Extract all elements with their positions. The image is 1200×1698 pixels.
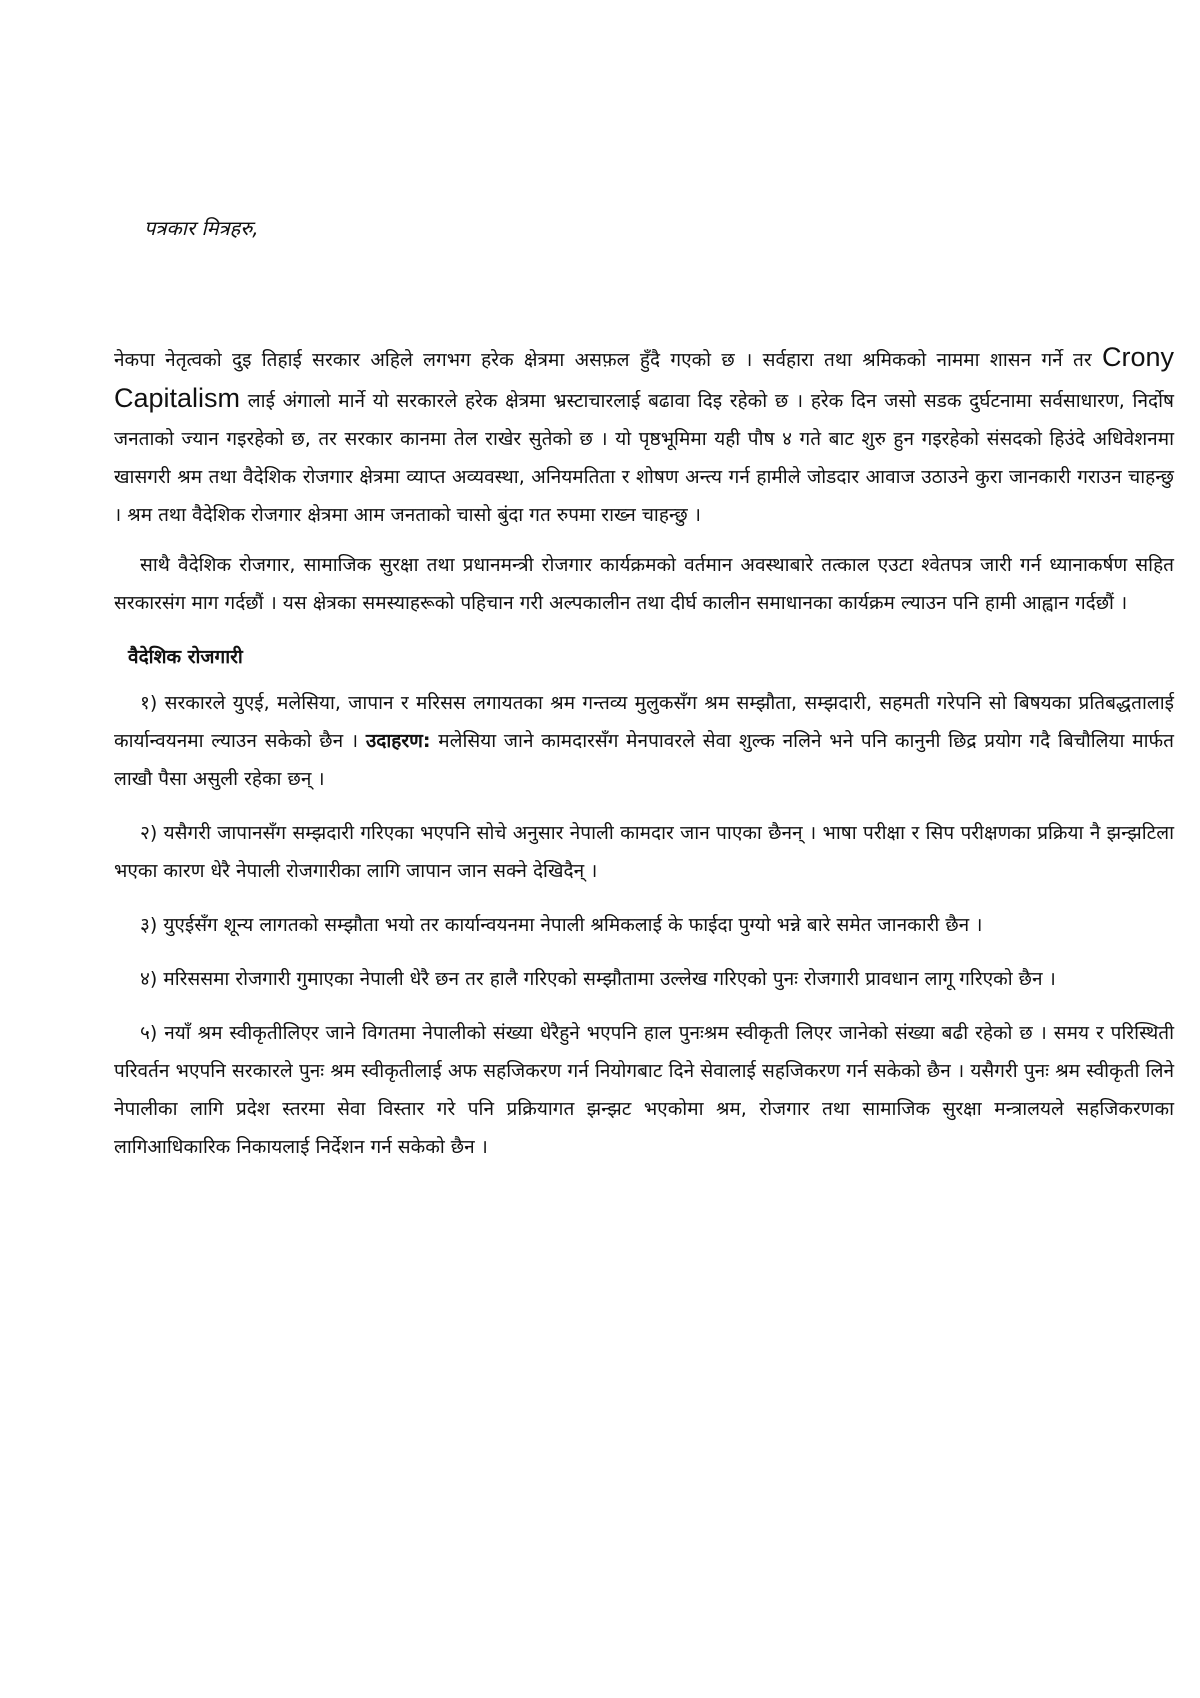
salutation: पत्रकार मित्रहरु, — [144, 216, 259, 240]
list-item-5: ५) नयाँ श्रम स्वीकृतीलिएर जाने विगतमा नेपालीको संख्या धेरैहुने भएपनि हाल पुनःश्रम स्वीकृती लिएर जानेको संख्या बढी रहेको छ । समय र परिस्थिती परिवर्तन भएपनि सरकारले पुनः श्रम स्वीकृतीलाई अफ सहजिकरण गर्न नियोगबाट दिने सेवालाई सहजिकरण गर्न सकेको छैन । यसैगरी पुनः श्रम स्वीकृती लिने नेपालीका लागि प्रदेश स्तरमा सेवा विस्तार गरे पनि प्रक्रियागत झन्झट भएकोमा श्रम, रोजगार तथा सामाजिक सुरक्षा मन्त्रालयले सहजिकरणका लागिआधिकारिक निकायलाई निर्देशन गर्न सकेको छैन । — [114, 1022, 1174, 1158]
appeal-paragraph: साथै वैदेशिक रोजगार, सामाजिक सुरक्षा तथा प्रधानमन्त्री रोजगार कार्यक्रमको वर्तमान अवस्थाबारे तत्काल एउटा श्वेतपत्र जारी गर्न ध्यानाकर्षण सहित सरकारसंग माग गर्दछौं । यस क्षेत्रका समस्याहरूको पहिचान गरी अल्पकालीन तथा दीर्घ कालीन समाधानका कार्यक्रम ल्याउन पनि हामी आह्वान गर्दछौं । — [114, 554, 1174, 614]
document-page — [114, 200, 1174, 1182]
list-item-2: २) यसैगरी जापानसँग सम्झदारी गरिएका भएपनि सोचे अनुसार नेपाली कामदार जान पाएका छैनन् । भाषा परीक्षा र सिप परीक्षणका प्रक्रिया नै झन्झटिला भएका कारण धेरै नेपाली रोजगारीका लागि जापान जान सक्ने देखिदैन् । — [114, 822, 1174, 882]
example-label: उदाहरण: — [365, 730, 431, 752]
intro-text-part1: नेकपा नेतृत्वको दुइ तिहाई सरकार अहिले लगभग हरेक क्षेत्रमा असफ़ल हुँदै गएको छ । सर्वहारा तथा श्रमिकको नाममा शासन गर्ने तर — [114, 349, 1102, 371]
crony-capitalism-term: Crony Capitalism — [114, 342, 1174, 413]
item1-text-part1: १) सरकारले युएई, मलेसिया, जापान र मरिसस लगायतका श्रम गन्तव्य मुलुकसँग श्रम सम्झौता, सम्झदारी, सहमती गरेपनि सो बिषयका प्रतिबद्धतालाई कार्यान्वयनमा ल्याउन सकेको छैन । — [114, 692, 1174, 752]
item1-text-part2: मलेसिया जाने कामदारसँग मेनपावरले सेवा शुल्क नलिने भने पनि कानुनी छिद्र प्रयोग गदै बिचौलिया मार्फत लाखौ पैसा असुली रहेका छन् । — [114, 730, 1174, 790]
intro-text-part2: लाई अंगालो मार्ने यो सरकारले हरेक क्षेत्रमा भ्रस्टाचारलाई बढावा दिइ रहेको छ । हरेक दिन जसो सडक दुर्घटनामा सर्वसाधारण, निर्दोष जनताको ज्यान गइरहेको छ, तर सरकार कानमा तेल राखेर सुतेको छ । यो पृष्ठभूमिमा यही पौष ४ गते बाट शुरु हुन गइरहेको संसदको हिउंदे अधिवेशनमा खासगरी श्रम तथा वैदेशिक रोजगार क्षेत्रमा व्याप्त अव्यवस्था, अनियमतिता र शोषण अन्त्य गर्न हामीले जोडदार आवाज उठाउने कुरा जानकारी गराउन चाहन्छु । श्रम तथा वैदेशिक रोजगार क्षेत्रमा आम जनताको चासो बुंदा गत रुपमा राख्न चाहन्छु । — [114, 390, 1174, 526]
list-item-4: ४) मरिससमा रोजगारी गुमाएका नेपाली धेरै छन तर हालै गरिएको सम्झौतामा उल्लेख गरिएको पुनः रोजगारी प्रावधान लागू गरिएको छैन । — [140, 968, 1056, 990]
list-item-3: ३) युएईसँग शून्य लागतको सम्झौता भयो तर कार्यान्वयनमा नेपाली श्रमिकलाई के फाईदा पुग्यो भन्ने बारे समेत जानकारी छैन । — [140, 914, 983, 936]
intro-paragraph — [114, 338, 1174, 534]
list-item-1 — [114, 684, 1174, 798]
section-heading-foreign-employment: वैदेशिक रोजगारी — [128, 646, 243, 668]
